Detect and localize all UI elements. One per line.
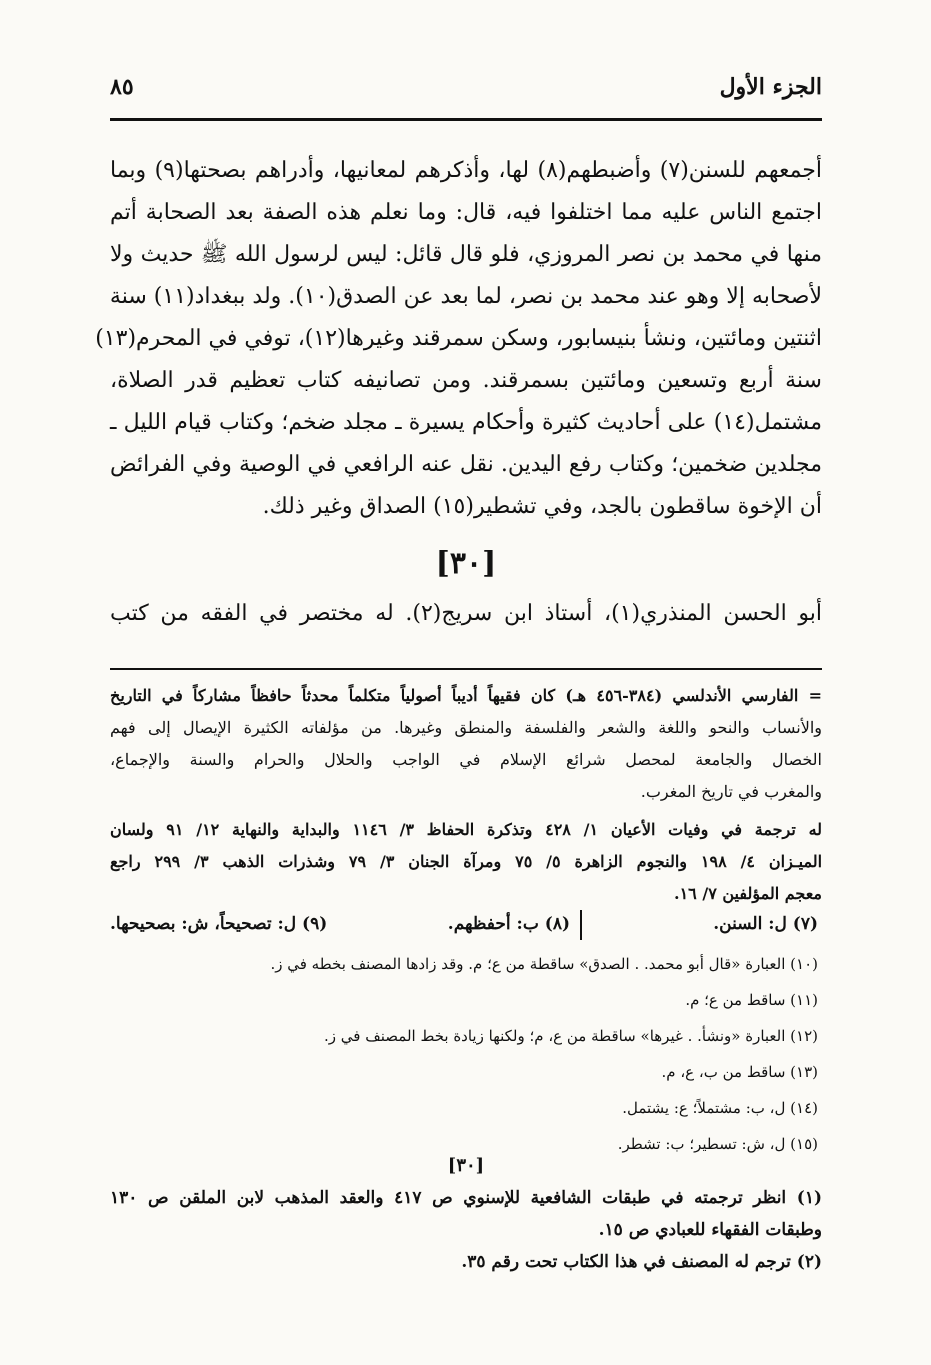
page-header xyxy=(110,68,822,108)
footnote-line: معجم المؤلفين ٧/ ١٦. xyxy=(674,884,822,903)
reference-line: وطبقات الفقهاء للعبادي ص ١٥. xyxy=(598,1220,822,1240)
footnote-line: له ترجمة في وفيات الأعيان ١/ ٤٢٨ وتذكرة الحفاظ ٣/ ١١٤٦ والبداية والنهاية ١٢/ ٩١ ولسان xyxy=(110,820,823,839)
paragraph-line: مشتمل(١٤) على أحاديث كثيرة وأحكام يسيرة ـ مجلد ضخم؛ وكتاب قيام الليل ـ xyxy=(110,410,822,435)
paragraph-line: مجلدين ضخمين؛ وكتاب رفع اليدين. نقل عنه الرافعي في الوصية وفي الفرائض xyxy=(110,452,823,477)
footnote-continuation xyxy=(110,680,822,808)
variant-note: (١٤) ل، ب: مشتملاً؛ ع: يشتمل. xyxy=(622,1099,818,1117)
footnote-entry-number: [٣٠] xyxy=(447,1155,485,1176)
footnote-line: الخصال والجامعة لمحصل شرائع الإسلام في الواجب والحلال والحرام والسنة والإجماع، xyxy=(110,750,822,769)
variant-note: (١١) ساقط من ع؛ م. xyxy=(685,991,818,1009)
paragraph-line: لأصحابه إلا وهو عند محمد بن نصر، لما بعد عن الصدق(١٠). ولد ببغداد(١١) سنة xyxy=(109,284,822,309)
variant-note: (١٥) ل، ش: تسطير؛ ب: تشطر. xyxy=(617,1135,818,1153)
variant-list xyxy=(110,946,822,1162)
variant-row xyxy=(110,910,822,946)
footnote-rule xyxy=(110,668,822,670)
reference-line: (٢) ترجم له المصنف في هذا الكتاب تحت رقم ٣٥. xyxy=(461,1252,822,1272)
main-text xyxy=(95,150,823,635)
paragraph-line: اجتمع الناس عليه مما اختلفوا فيه، قال: وما نعلم هذه الصفة بعد الصحابة أتم xyxy=(110,200,822,225)
variant-note: (١٢) العبارة «ونشأ. . غيرها» ساقطة من ع، م؛ ولكنها زيادة بخط المصنف في ز. xyxy=(324,1027,818,1045)
footnote-line: = الفارسي الأندلسي (٣٨٤-٤٥٦ هـ) كان فقيهاً أديباً أصولياً متكلماً محدثاً حافظاً مشاركاً في التاريخ xyxy=(110,686,822,705)
paragraph-line: أن الإخوة ساقطون بالجد، وفي تشطير(١٥) الصداق وغير ذلك. xyxy=(262,494,822,519)
page-number: ٨٥ xyxy=(110,74,134,100)
entry-text: أبو الحسن المنذري(١)، أستاذ ابن سريج(٢). له مختصر في الفقه من كتب xyxy=(110,601,822,626)
paragraph-line: سنة أربع وتسعين ومائتين بسمرقند. ومن تصانيفه كتاب تعظيم قدر الصلاة، xyxy=(110,368,822,393)
paragraph-line: أجمعهم للسنن(٧) وأضبطهم(٨) لها، وأذكرهم لمعانيها، وأدراهم بصحتها(٩) وبما xyxy=(110,158,823,183)
variant-note: (٩) ل: تصحيحاً، ش: بصحيحها. xyxy=(110,914,328,934)
footnote-line: الميـزان ٤/ ١٩٨ والنجوم الزاهرة ٥/ ٧٥ ومرآة الجنان ٣/ ٧٩ وشذرات الذهب ٣/ ٢٩٩ راجع xyxy=(110,852,823,871)
variant-note: (١٣) ساقط من ب، ع، م. xyxy=(661,1063,818,1081)
header-rule xyxy=(110,118,822,121)
main-paragraph xyxy=(95,150,823,528)
footnote-line: والأنساب والنحو واللغة والشعر والفلسفة والمنطق وغيرها. من مؤلفاته الكثيرة الإيصال إلى فهم xyxy=(110,718,822,737)
paragraph-line: اثنتين ومائتين، ونشأ بنيسابور، وسكن سمرقند وغيرها(١٢)، توفي في المحرم(١٣) xyxy=(95,326,822,351)
column-divider xyxy=(580,910,582,940)
running-title: الجزء الأول xyxy=(719,74,822,100)
footnotes xyxy=(110,680,822,1278)
footnote-line: والمغرب في تاريخ المغرب. xyxy=(640,782,822,801)
variant-note: (٧) ل: السنن. xyxy=(713,914,818,934)
paragraph-line: منها في محمد بن نصر المروزي، فلو قال قائل: ليس لرسول الله ﷺ حديث ولا xyxy=(110,242,822,267)
entry-number: [٣٠] xyxy=(435,546,497,581)
variant-note: (١٠) العبارة «قال أبو محمد. . الصدق» ساقطة من ع؛ م. وقد زادها المصنف بخطه في ز. xyxy=(270,955,818,973)
footnote-biography xyxy=(110,814,822,910)
reference-line: (١) انظر ترجمته في طبقات الشافعية للإسنوي ص ٤١٧ والعقد المذهب لابن الملقن ص ١٣٠ xyxy=(110,1188,823,1208)
variant-note: (٨) ب: أحفظهم. xyxy=(447,914,570,934)
reference-list xyxy=(110,1182,822,1278)
